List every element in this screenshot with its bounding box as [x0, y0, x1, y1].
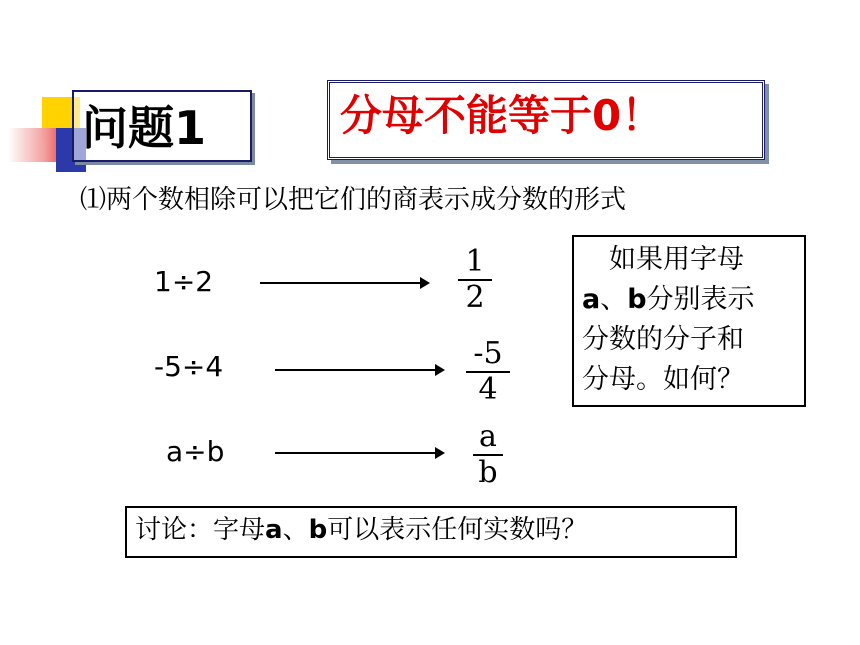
discussion-prefix: 讨论：字母 — [135, 515, 266, 545]
fraction-2-numerator: -5 — [473, 336, 503, 371]
fraction-3-numerator: a — [479, 419, 497, 454]
note-line-3: 分数的分子和 — [582, 324, 744, 355]
discussion-text — [135, 509, 587, 551]
arrow-2 — [275, 369, 443, 371]
note-letter-a: a — [582, 284, 601, 315]
fraction-3 — [468, 420, 508, 490]
discussion-sep: 、 — [282, 515, 309, 545]
subtitle: ⑴两个数相除可以把它们的商表示成分数的形式 — [80, 185, 627, 215]
note-line-1: 如果用字母 — [582, 244, 744, 275]
expression-3: a÷b — [166, 435, 225, 468]
arrow-1 — [260, 282, 428, 284]
slide-title: 问题1 — [82, 101, 207, 155]
warning-text: 分母不能等于0！ — [340, 91, 664, 140]
discussion-suffix: 可以表示任何实数吗？ — [327, 515, 588, 545]
note-line-2 — [582, 280, 796, 320]
note-text — [582, 240, 796, 400]
fraction-2 — [463, 337, 513, 407]
expression-1: 1÷2 — [154, 265, 214, 298]
fraction-3-denominator: b — [478, 455, 498, 490]
fraction-2-denominator: 4 — [478, 372, 498, 407]
expression-2: -5÷4 — [154, 350, 224, 383]
discussion-letter-a: a — [265, 515, 283, 545]
note-sep: 、 — [600, 284, 628, 315]
discussion-letter-b: b — [308, 515, 328, 545]
note-letter-b: b — [627, 284, 647, 315]
note-line-2-rest: 分别表示 — [646, 284, 755, 315]
fraction-1-numerator: 1 — [465, 244, 485, 279]
fraction-1-denominator: 2 — [465, 280, 485, 315]
arrow-3 — [275, 452, 443, 454]
fraction-1 — [455, 245, 495, 315]
note-line-4: 分母。如何？ — [582, 364, 744, 395]
